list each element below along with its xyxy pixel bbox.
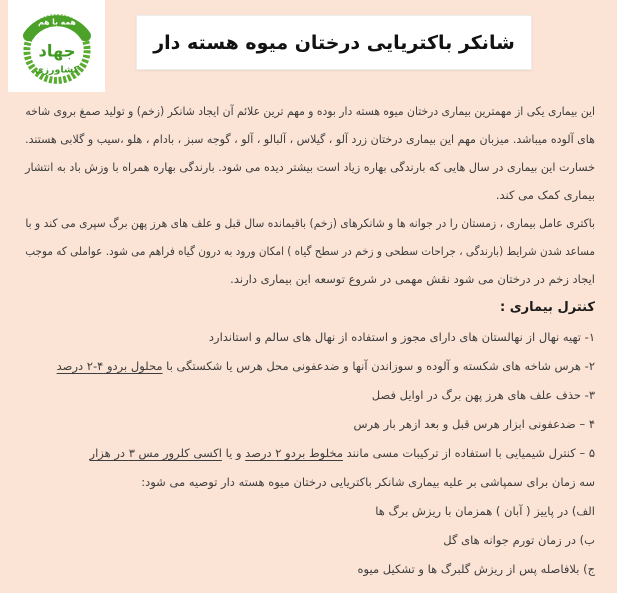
logo-top-text: همه با هم xyxy=(37,17,76,27)
control-item xyxy=(25,439,595,468)
control-item xyxy=(25,410,595,439)
paragraph-line: مساعد شدن شرایط (بارندگی ، جراحات سطحی و زخم در سطح گیاه ) امکان ورود به درون گیاه فراهم می شود. عواملی که موجب xyxy=(25,244,596,258)
control-item xyxy=(25,352,595,381)
logo-bottom-text: کشاورزی xyxy=(34,64,79,76)
spray-times-list xyxy=(25,497,595,584)
organization-logo xyxy=(8,0,105,92)
paragraph-line: خسارت این بیماری در سال هایی که بارندگی بهاره زیاد است بیشتر دیده می شود. بارندگی بهاره همراه با وزش باد به انتشار xyxy=(25,160,596,174)
spray-time-item: ب) در زمان تورم جوانه های گل xyxy=(443,533,595,547)
paragraph-line: بیماری کمک می کند. xyxy=(495,188,595,202)
control-section-heading: کنترل بیماری : xyxy=(500,300,595,315)
underlined-term: اکسی کلرور مس ۳ در هزار xyxy=(89,446,222,460)
paragraph-line: ایجاد زخم در درختان می شود نقش مهمی در شروع توسعه این بیماری دارند. xyxy=(230,272,595,286)
control-item xyxy=(25,323,595,352)
spray-time-item: ج) بلافاصله پس از ریزش گلبرگ ها و تشکیل میوه xyxy=(357,562,595,576)
title-box xyxy=(136,15,532,70)
control-item xyxy=(25,381,595,410)
page-title: شانکر باکتریایی درختان میوه هسته دار xyxy=(153,31,515,54)
document-content xyxy=(25,97,595,584)
intro-paragraphs xyxy=(25,97,595,293)
item-text: ۵ – کنترل شیمیایی با استفاده از ترکیبات مسی مانند xyxy=(342,446,595,460)
control-items-list xyxy=(25,323,595,468)
underlined-term: مخلوط بردو ۲ درصد xyxy=(245,446,343,460)
jahad-agriculture-logo-icon xyxy=(14,2,100,90)
paragraph-line: باکتری عامل بیماری ، زمستان را در جوانه ها و شانکرهای (زخم) باقیمانده سال قبل و علف های هرز پهن برگ سپری می کند و با xyxy=(25,216,595,230)
item-text: ۱- تهیه نهال از نهالستان های دارای مجوز و استفاده از نهال های سالم و استاندارد xyxy=(208,330,595,344)
item-text: ۴ – ضدعفونی ابزار هرس قبل و بعد ازهر بار هرس xyxy=(353,417,595,431)
item-text: و یا xyxy=(221,446,246,460)
paragraph-line: این بیماری یکی از مهمترین بیماری درختان میوه هسته دار بوده و مهم ترین علائم آن ایجاد شانکر (زخم) و تولید صمغ بروی شاخه xyxy=(25,104,595,118)
paragraph-line: های آلوده میباشد. میزبان مهم این بیماری درختان زرد آلو ، گیلاس ، آلبالو ، آلو ، گوجه سبز ، بادام ، هلو ،سیب و گلابی هستند. xyxy=(25,132,596,146)
item-text: ۲- هرس شاخه های شکسته و آلوده و سوزاندن آنها و ضدعفونی محل هرس یا شکستگی با xyxy=(162,359,595,373)
logo-main-text: جهاد xyxy=(37,41,76,61)
spray-time-item: الف) در پاییز ( آبان ) همزمان با ریزش برگ ها xyxy=(375,504,595,518)
item-text: ۳- حذف علف های هرز پهن برگ در اوایل فصل xyxy=(371,388,595,402)
underlined-term: محلول بردو ۴-۲ درصد xyxy=(56,359,163,373)
spray-times-intro: سه زمان برای سمپاشی بر علیه بیماری شانکر باکتریایی درختان میوه هسته دار توصیه می شود: xyxy=(141,475,595,489)
